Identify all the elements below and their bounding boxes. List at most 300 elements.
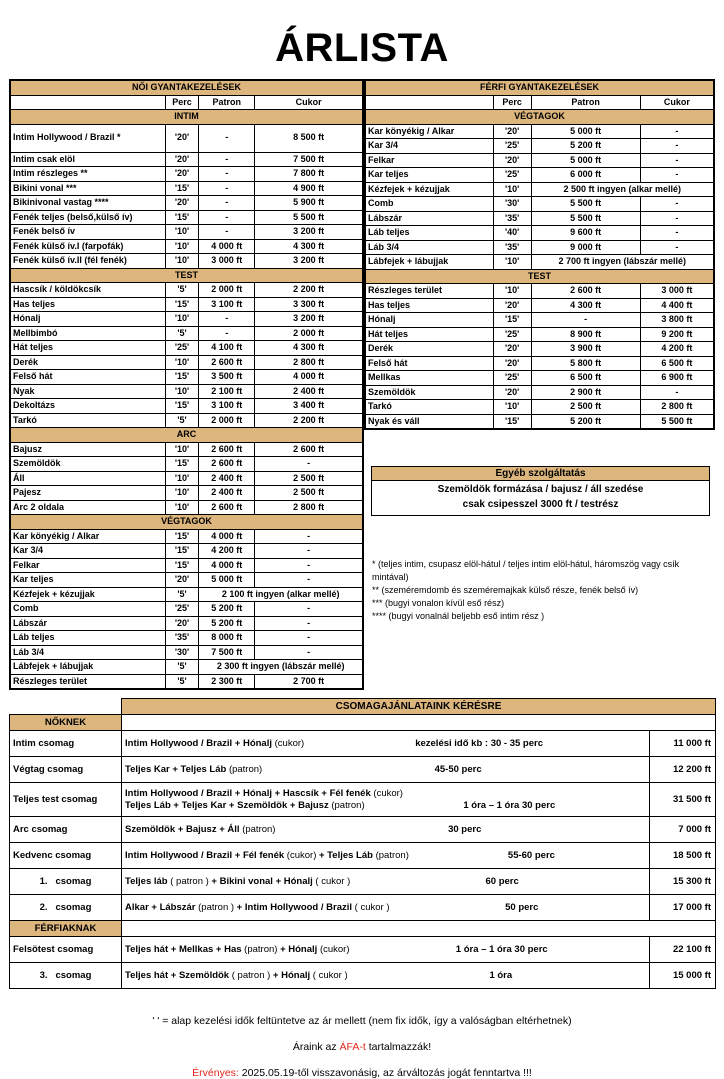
package-duration: 55-60 perc [507, 849, 555, 861]
package-row [10, 817, 716, 843]
description-segment: + Hónalj [277, 943, 320, 955]
minutes-value: '15' [165, 457, 199, 472]
minutes-value: '15' [493, 414, 531, 429]
cukor-price: 4 200 ft [640, 342, 714, 357]
package-description [122, 963, 650, 989]
price-row [10, 631, 363, 646]
group-row [10, 921, 716, 937]
minutes-value: '30' [165, 645, 199, 660]
price-row [365, 139, 714, 154]
patron-price: 7 500 ft [199, 645, 255, 660]
description-segment: ( patron ) [170, 875, 209, 887]
cukor-price: 9 200 ft [640, 327, 714, 342]
price-row [10, 645, 363, 660]
service-name: Kar könyékig / Alkar [365, 124, 493, 139]
price-row [10, 152, 363, 167]
description-line [125, 738, 646, 750]
patron-price: 2 600 ft [199, 457, 255, 472]
section-header-row [365, 110, 714, 125]
description-line [125, 876, 646, 888]
description-segments [125, 850, 409, 862]
price-row [365, 371, 714, 386]
service-name: Intim részleges ** [10, 167, 165, 182]
cukor-price: 4 300 ft [255, 341, 363, 356]
section-header: VÉGTAGOK [10, 515, 363, 530]
price-row [10, 239, 363, 254]
price-row [365, 400, 714, 415]
cukor-price: 2 500 ft [255, 486, 363, 501]
price-row [365, 211, 714, 226]
patron-price: 4 100 ft [199, 341, 255, 356]
cukor-price: 8 500 ft [255, 124, 363, 152]
price-row [10, 384, 363, 399]
patron-price: 4 000 ft [199, 529, 255, 544]
description-segment: ( cukor ) [315, 875, 351, 887]
package-duration: kezelési idő kb : 30 - 35 perc [415, 737, 543, 749]
minutes-value: '40' [493, 226, 531, 241]
section-header: INTIM [10, 110, 363, 125]
package-price: 11 000 ft [650, 731, 716, 757]
cukor-price: 3 300 ft [255, 297, 363, 312]
other-services-line1: Szemöldök formázása / bajusz / áll szedése [437, 484, 644, 495]
cukor-price: 7 800 ft [255, 167, 363, 182]
minutes-value: '20' [493, 342, 531, 357]
cukor-price: 5 900 ft [255, 196, 363, 211]
description-segment: ( patron ) [231, 969, 271, 981]
patron-price: 8 000 ft [199, 631, 255, 646]
footnotes [372, 558, 715, 623]
minutes-value: '15' [165, 529, 199, 544]
service-name: Intim Hollywood / Brazil * [10, 124, 165, 152]
description-segments [125, 902, 390, 914]
other-services-line2: csak csipesszel 3000 ft / testrész [462, 498, 619, 510]
price-row [10, 660, 363, 675]
description-segment: Teljes hát + Mellkas + Has [125, 943, 245, 955]
price-row [365, 153, 714, 168]
patron-price: 5 000 ft [531, 124, 640, 139]
description-segment: Teljes láb [125, 875, 171, 887]
package-duration: 30 perc [448, 823, 482, 835]
description-segment: Intim Hollywood / Brazil + Fél fenék [125, 849, 287, 861]
empty-corner-cell [365, 95, 493, 110]
patron-price: - [199, 210, 255, 225]
cukor-price: 3 200 ft [255, 254, 363, 269]
service-name: Láb 3/4 [10, 645, 165, 660]
price-row [10, 399, 363, 414]
section-header-row [10, 428, 363, 443]
package-description [122, 783, 650, 817]
minutes-value: '5' [165, 283, 199, 298]
package-description [122, 869, 650, 895]
patron-price: 2 100 ft [199, 384, 255, 399]
service-name: Fenék teljes (belső,külső ív) [10, 210, 165, 225]
description-line [125, 902, 646, 914]
cukor-price: - [255, 631, 363, 646]
section-header-row [10, 110, 363, 125]
patron-price: 2 300 ft [199, 674, 255, 689]
price-row [10, 312, 363, 327]
cukor-price: - [255, 558, 363, 573]
description-line [125, 800, 646, 812]
section-header: TEST [365, 269, 714, 284]
price-row [10, 486, 363, 501]
description-segment: + Bikini vonal + Hónalj [208, 875, 316, 887]
patron-price: - [199, 326, 255, 341]
patron-price: 4 000 ft [199, 558, 255, 573]
patron-price: - [199, 167, 255, 182]
cukor-price: 5 500 ft [640, 414, 714, 429]
section-header: ARC [10, 428, 363, 443]
patron-price: 2 000 ft [199, 283, 255, 298]
description-segment: Intim Hollywood / Brazil + Hónalj [125, 737, 275, 749]
package-row [10, 731, 716, 757]
main-tables [9, 79, 715, 690]
cukor-price: 4 000 ft [255, 370, 363, 385]
gender-header-row [365, 80, 714, 95]
patron-price: - [531, 313, 640, 328]
group-header: FÉRFIAKNAK [10, 921, 122, 937]
patron-price: 9 000 ft [531, 240, 640, 255]
description-segment: (cukor) [373, 787, 403, 799]
package-description [122, 937, 650, 963]
price-row [365, 226, 714, 241]
men-price-table [364, 79, 715, 430]
patron-cukor-span: 2 100 ft ingyen (alkar mellé) [199, 587, 363, 602]
service-name: Kar teljes [10, 573, 165, 588]
price-row [10, 544, 363, 559]
service-name: Tarkó [365, 400, 493, 415]
service-name: Láb 3/4 [365, 240, 493, 255]
price-row [10, 370, 363, 385]
price-row [10, 254, 363, 269]
service-name: Derék [365, 342, 493, 357]
description-line [125, 824, 646, 836]
column-header: Patron [531, 95, 640, 110]
price-row [10, 355, 363, 370]
minutes-value: '10' [165, 471, 199, 486]
cukor-price: 3 000 ft [640, 284, 714, 299]
minutes-value: '15' [165, 210, 199, 225]
package-description [122, 843, 650, 869]
cukor-price: 2 800 ft [640, 400, 714, 415]
cukor-price: 2 800 ft [255, 500, 363, 515]
service-name: Fenék külső ív.II (fél fenék) [10, 254, 165, 269]
minutes-value: '20' [165, 196, 199, 211]
patron-price: 2 600 ft [199, 500, 255, 515]
other-services-header: Egyéb szolgáltatás [372, 467, 709, 481]
empty-cell [10, 699, 122, 715]
service-name: Lábszár [365, 211, 493, 226]
minutes-value: '20' [493, 298, 531, 313]
gender-header: NŐI GYANTAKEZELÉSEK [10, 80, 363, 95]
service-name: Fenék belső ív [10, 225, 165, 240]
service-name: Lábszár [10, 616, 165, 631]
price-row [365, 414, 714, 429]
minutes-value: '10' [493, 284, 531, 299]
package-description [122, 817, 650, 843]
price-row [10, 124, 363, 152]
description-segments [125, 970, 348, 982]
patron-cukor-span: 2 500 ft ingyen (alkar mellé) [531, 182, 714, 197]
package-name: Felsötest csomag [10, 937, 122, 963]
section-header: TEST [10, 268, 363, 283]
patron-price: 2 400 ft [199, 471, 255, 486]
package-row [10, 869, 716, 895]
minutes-value: '10' [493, 255, 531, 270]
minutes-value: '25' [493, 371, 531, 386]
minutes-value: '15' [493, 313, 531, 328]
price-row [10, 674, 363, 689]
service-name: Kar könyékig / Alkar [10, 529, 165, 544]
package-row [10, 937, 716, 963]
packages-header-row [10, 699, 716, 715]
gender-header: FÉRFI GYANTAKEZELÉSEK [365, 80, 714, 95]
description-segment: (cukor) [274, 737, 305, 749]
price-row [10, 297, 363, 312]
price-row [365, 327, 714, 342]
package-description [122, 895, 650, 921]
patron-price: 5 000 ft [199, 573, 255, 588]
patron-price: - [199, 181, 255, 196]
description-segment: (cukor) [319, 943, 350, 955]
patron-price: 3 500 ft [199, 370, 255, 385]
patron-cukor-span: 2 300 ft ingyen (lábszár mellé) [199, 660, 363, 675]
price-row [365, 385, 714, 400]
service-name: Hát teljes [10, 341, 165, 356]
description-segment: (cukor) [286, 849, 317, 861]
cukor-price: - [640, 139, 714, 154]
description-line [125, 788, 646, 800]
minutes-value: '10' [165, 384, 199, 399]
package-price: 22 100 ft [650, 937, 716, 963]
service-name: Kézfejek + kézujjak [10, 587, 165, 602]
footer-text: 2025.05.19-től visszavonásig, az árváltozás jogát fenntartva !!! [238, 1067, 532, 1079]
description-segments [125, 876, 350, 888]
price-row [10, 587, 363, 602]
service-name: Bikinivonal vastag **** [10, 196, 165, 211]
package-price: 17 000 ft [650, 895, 716, 921]
price-row [365, 342, 714, 357]
section-header-row [365, 269, 714, 284]
service-name: Tarkó [10, 413, 165, 428]
cukor-price: 2 700 ft [255, 674, 363, 689]
description-segment: (patron) [242, 823, 276, 835]
column-header: Patron [199, 95, 255, 110]
cukor-price: - [255, 616, 363, 631]
description-segments [125, 738, 304, 750]
description-segments [125, 944, 350, 956]
package-price: 15 000 ft [650, 963, 716, 989]
service-name: Pajesz [10, 486, 165, 501]
minutes-value: '35' [493, 211, 531, 226]
price-row [10, 573, 363, 588]
service-name: Mellbimbó [10, 326, 165, 341]
package-description [122, 757, 650, 783]
minutes-value: '10' [493, 400, 531, 415]
service-name: Hát teljes [365, 327, 493, 342]
section-header-row [10, 268, 363, 283]
cukor-price: - [255, 602, 363, 617]
description-segments [125, 788, 403, 800]
footer-line [0, 1067, 724, 1079]
cukor-price: 6 500 ft [640, 356, 714, 371]
minutes-value: '20' [165, 124, 199, 152]
patron-price: 5 000 ft [531, 153, 640, 168]
description-line [125, 764, 646, 776]
service-name: Lábfejek + lábujjak [365, 255, 493, 270]
minutes-value: '5' [165, 326, 199, 341]
footer-text: Áraink az [292, 1041, 340, 1053]
package-row [10, 843, 716, 869]
patron-price: 5 200 ft [531, 414, 640, 429]
cukor-price: 4 300 ft [255, 239, 363, 254]
minutes-value: '15' [165, 181, 199, 196]
patron-price: 2 500 ft [531, 400, 640, 415]
price-row [10, 341, 363, 356]
men-column [364, 79, 715, 623]
patron-price: - [199, 124, 255, 152]
gender-header-row [10, 80, 363, 95]
patron-price: 5 200 ft [531, 139, 640, 154]
empty-cell [122, 715, 716, 731]
other-services-box [371, 466, 710, 516]
minutes-value: '15' [165, 544, 199, 559]
footnote: *** (bugyi vonalon kívül eső rész) [372, 598, 505, 609]
patron-price: - [199, 196, 255, 211]
minutes-value: '10' [165, 486, 199, 501]
description-segments [125, 764, 262, 776]
service-name: Felső hát [365, 356, 493, 371]
package-row [10, 757, 716, 783]
price-row [10, 471, 363, 486]
price-row [365, 168, 714, 183]
cukor-price: 3 200 ft [255, 225, 363, 240]
minutes-value: '25' [165, 341, 199, 356]
package-price: 12 200 ft [650, 757, 716, 783]
price-row [10, 196, 363, 211]
price-row [10, 442, 363, 457]
price-row [10, 529, 363, 544]
cukor-price: 7 500 ft [255, 152, 363, 167]
cukor-price: - [255, 645, 363, 660]
patron-price: 6 000 ft [531, 168, 640, 183]
footer-text: ' ' = alap kezelési idők feltüntetve az ár mellett (nem fix idők, így a valóságban eltérhetnek) [152, 1015, 572, 1027]
service-name: Áll [10, 471, 165, 486]
column-header-row [10, 95, 363, 110]
service-name: Arc 2 oldala [10, 500, 165, 515]
service-name: Kézfejek + kézujjak [365, 182, 493, 197]
cukor-price: 2 000 ft [255, 326, 363, 341]
cukor-price: - [640, 385, 714, 400]
price-row [365, 284, 714, 299]
patron-price: 5 500 ft [531, 211, 640, 226]
patron-price: 4 000 ft [199, 239, 255, 254]
cukor-price: - [640, 124, 714, 139]
service-name: Nyak és váll [365, 414, 493, 429]
patron-price: - [199, 152, 255, 167]
package-duration: 50 perc [505, 901, 539, 913]
cukor-price: 3 400 ft [255, 399, 363, 414]
description-segment: (patron) [331, 799, 365, 811]
footer-line [0, 1015, 724, 1027]
patron-price: 3 900 ft [531, 342, 640, 357]
minutes-value: '15' [165, 297, 199, 312]
price-row [365, 255, 714, 270]
minutes-value: '20' [493, 124, 531, 139]
minutes-value: '5' [165, 413, 199, 428]
group-header: NŐKNEK [10, 715, 122, 731]
column-header: Perc [493, 95, 531, 110]
packages-header: CSOMAGAJÁNLATAINK KÉRÉSRE [122, 699, 716, 715]
patron-price: 4 300 ft [531, 298, 640, 313]
package-price: 31 500 ft [650, 783, 716, 817]
package-name: Arc csomag [10, 817, 122, 843]
minutes-value: '10' [165, 500, 199, 515]
service-name: Mellkas [365, 371, 493, 386]
minutes-value: '20' [165, 152, 199, 167]
minutes-value: '20' [493, 385, 531, 400]
cukor-price: 2 200 ft [255, 413, 363, 428]
column-header: Cukor [640, 95, 714, 110]
footnote: ** (szeméremdomb és szeméremajkak külső része, fenék belső ív) [372, 585, 639, 596]
price-row [365, 124, 714, 139]
package-name: 3. csomag [10, 963, 122, 989]
minutes-value: '10' [165, 254, 199, 269]
cukor-price: 3 200 ft [255, 312, 363, 327]
cukor-price: - [640, 197, 714, 212]
patron-price: 3 100 ft [199, 399, 255, 414]
packages-table [9, 698, 716, 989]
package-name: Teljes test csomag [10, 783, 122, 817]
section-header-row [10, 515, 363, 530]
patron-price: 2 600 ft [531, 284, 640, 299]
description-segment: + Teljes Láb [316, 849, 376, 861]
footer-notes [0, 1015, 724, 1079]
description-segment: Teljes Láb + Teljes Kar + Szemöldök + Bajusz [125, 799, 332, 811]
description-segment: Intim Hollywood / Brazil + Hónalj + Hascsík + Fél fenék [125, 787, 374, 799]
service-name: Részleges terület [365, 284, 493, 299]
service-name: Láb teljes [10, 631, 165, 646]
description-segment: ( cukor ) [312, 969, 348, 981]
minutes-value: '25' [493, 139, 531, 154]
price-row [10, 500, 363, 515]
patron-price: 2 600 ft [199, 442, 255, 457]
cukor-price: - [640, 211, 714, 226]
minutes-value: '15' [165, 399, 199, 414]
minutes-value: '20' [165, 573, 199, 588]
patron-price: 6 500 ft [531, 371, 640, 386]
minutes-value: '25' [493, 327, 531, 342]
patron-price: - [199, 225, 255, 240]
description-segment: (patron) [244, 943, 278, 955]
service-name: Szemöldök [365, 385, 493, 400]
description-segment: (patron ) [198, 901, 235, 913]
minutes-value: '35' [493, 240, 531, 255]
service-name: Kar teljes [365, 168, 493, 183]
service-name: Szemöldök [10, 457, 165, 472]
patron-price: 5 200 ft [199, 616, 255, 631]
price-row [10, 283, 363, 298]
package-name: Végtag csomag [10, 757, 122, 783]
package-duration: 1 óra [489, 969, 513, 981]
package-name: 2. csomag [10, 895, 122, 921]
package-row [10, 895, 716, 921]
service-name: Hascsík / köldökcsík [10, 283, 165, 298]
patron-price: 2 900 ft [531, 385, 640, 400]
service-name: Derék [10, 355, 165, 370]
service-name: Has teljes [10, 297, 165, 312]
description-segments [125, 824, 275, 836]
